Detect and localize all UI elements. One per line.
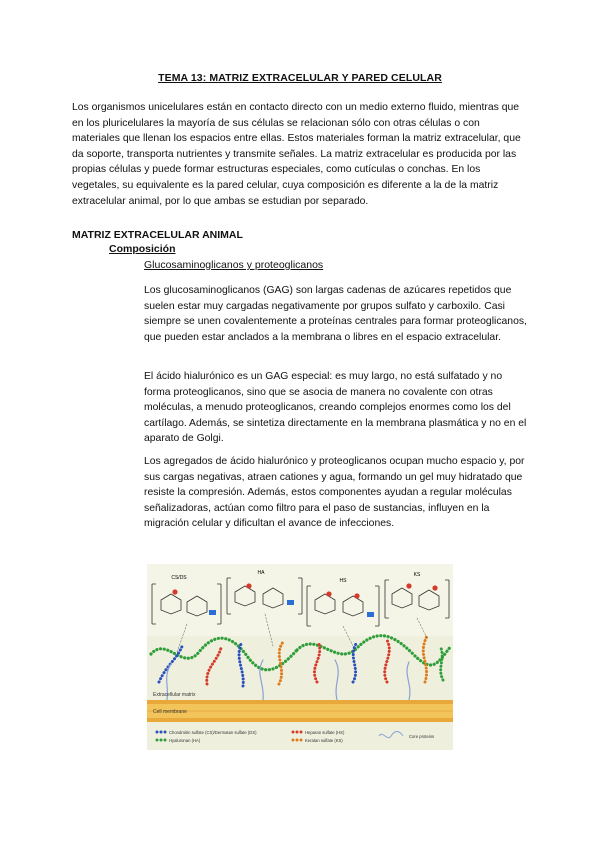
section-heading: MATRIZ EXTRACELULAR ANIMAL: [72, 229, 243, 241]
label-cs-ds: CS/DS: [171, 575, 187, 581]
label-ks: KS: [413, 572, 421, 578]
paragraph-hyaluronic: El ácido hialurónico es un GAG especial: es muy largo, no está sulfatado y no forma proteoglicanos, sino que se asocia de manera no covalente con otras moléculas, a menudo proteoglicanos, creando complejos enormes como los del cartílago. Además, se sintetiza directamente en la membrana plasmática y no en el aparato de Golgi.: [144, 371, 527, 445]
label-cell-membrane: Cell membrane: [153, 709, 187, 715]
intro-paragraph: Los organismos unicelulares están en contacto directo con un medio externo fluido, mientras que en los pluricelulares la mayoría de sus células se relacionan sólo con otras células o con materiales que llenan los espacios entre ellas. Estos materiales forman la matriz extracelular, que da soporte, transporta nutrientes y transmite señales. La matriz extracelular es producida por las propias células y puede formar estructuras especiales, como cutículas o conchas. En los vegetales, su equivalente es la pared celular, cuya composición es diferente a la de la matriz extracelular animal, por lo que ambas se estudian por separado.: [72, 102, 521, 207]
paragraph-aggregates: Los agregados de ácido hialurónico y proteoglicanos ocupan mucho espacio y, por sus cargas negativas, atraen cationes y agua, formando un gel muy hidratado que resiste la compresión. Además, estos componentes ayudan a regular moléculas señalizadoras, actúan como filtro para el paso de sustancias, influyen en la migración celular y dificultan el avance de infecciones.: [144, 456, 525, 530]
gag-figure: [147, 564, 453, 750]
legend-ks: Keratan sulfate (KS): [305, 738, 343, 743]
subsubheading: Glucosaminoglicanos y proteoglicanos: [144, 259, 324, 271]
label-extracellular-matrix: Extracellular matrix: [153, 692, 196, 698]
gag-illustration: [147, 564, 453, 750]
paragraph-gag: Los glucosaminoglicanos (GAG) son largas cadenas de azúcares repetidos que suelen estar muy cargadas negativamente por grupos sulfato y carboxilo. Casi siempre se unen covalentemente a proteínas centrales para formar proteoglicanos, que pueden estar anclados a la membrana o libres en el espacio extracelular.: [144, 285, 527, 343]
document-title: TEMA 13: MATRIZ EXTRACELULAR Y PARED CELULAR: [158, 72, 442, 84]
legend-hs: Heparan sulfate (HS): [305, 730, 345, 735]
label-ha: HA: [257, 570, 265, 576]
legend-core-proteins: Core proteins: [409, 734, 435, 739]
legend-cs-ds: Chondroitin sulfate (CS)/Dermatan sulfate (DS): [169, 730, 257, 735]
legend-ha: Hyaluronan (HA): [169, 738, 201, 743]
subheading: Composición: [109, 243, 176, 255]
label-hs: HS: [339, 578, 347, 584]
cell-membrane: [147, 700, 453, 722]
